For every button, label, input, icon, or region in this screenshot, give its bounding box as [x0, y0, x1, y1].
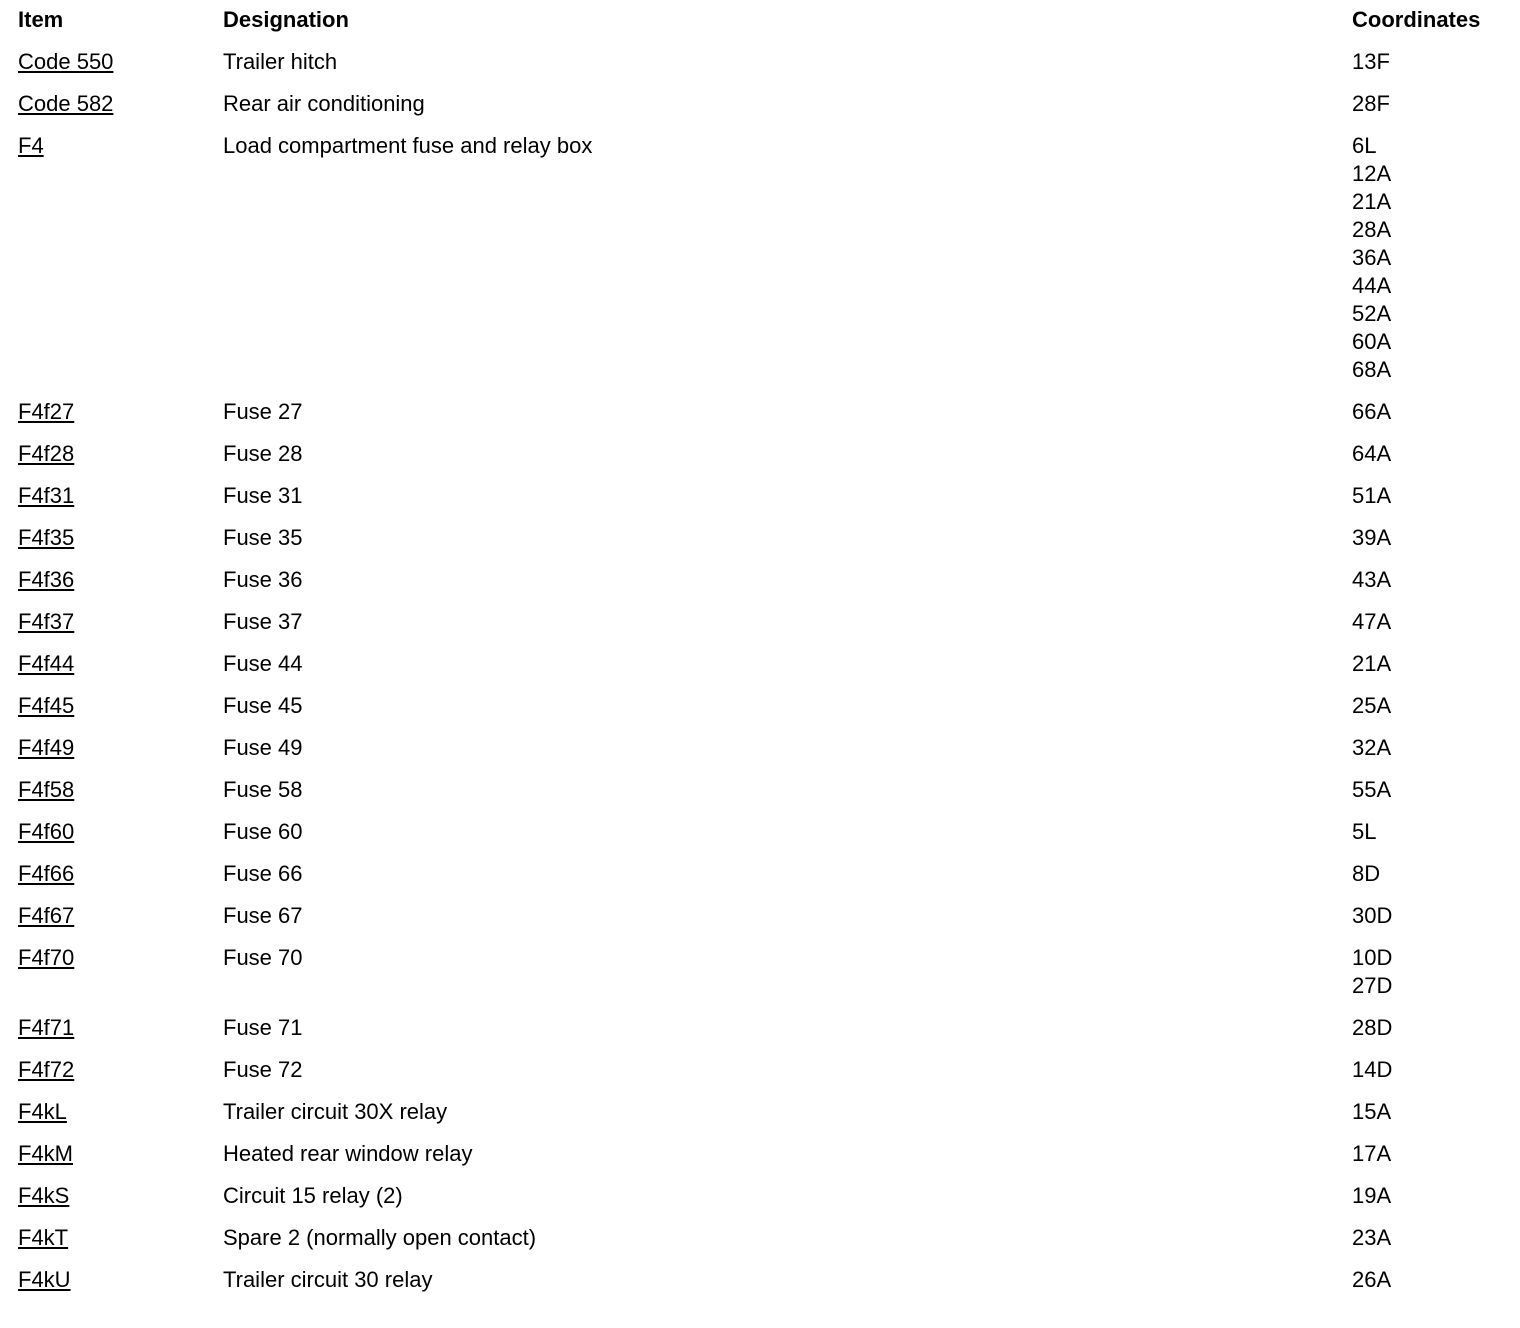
- table-row: [16, 88, 1514, 130]
- table-row: [16, 564, 1514, 606]
- item-link[interactable]: F4kT: [18, 1225, 69, 1250]
- table-row: [16, 438, 1514, 480]
- item-link[interactable]: F4f70: [18, 945, 75, 970]
- coordinates-cell: [1350, 46, 1514, 88]
- coordinate-value: 30D: [1352, 903, 1393, 928]
- item-cell: [16, 438, 221, 480]
- item-cell: [16, 46, 221, 88]
- designation-cell: Fuse 35: [223, 525, 303, 550]
- coordinates-cell: [1350, 732, 1514, 774]
- item-cell: [16, 88, 221, 130]
- designation-cell: Fuse 70: [223, 945, 303, 970]
- table-row: [16, 46, 1514, 88]
- coordinate-value: 21A: [1352, 651, 1392, 676]
- item-cell: [16, 774, 221, 816]
- coordinate-value: 66A: [1352, 399, 1392, 424]
- item-link[interactable]: F4kL: [18, 1099, 67, 1124]
- coordinates-cell: [1350, 648, 1514, 690]
- designation-cell: Fuse 36: [223, 567, 303, 592]
- table-row: [16, 1054, 1514, 1096]
- item-cell: [16, 1012, 221, 1054]
- item-link[interactable]: F4f71: [18, 1015, 75, 1040]
- item-cell: [16, 942, 221, 1012]
- coordinates-cell: [1350, 1054, 1514, 1096]
- coordinate-value: 19A: [1352, 1183, 1392, 1208]
- coordinates-cell: [1350, 1180, 1514, 1222]
- coordinates-cell: [1350, 1012, 1514, 1054]
- item-cell: [16, 1264, 221, 1306]
- item-link[interactable]: F4f49: [18, 735, 75, 760]
- designation-cell: Trailer circuit 30X relay: [223, 1099, 448, 1124]
- table-row: [16, 1096, 1514, 1138]
- item-link[interactable]: Code 550: [18, 49, 114, 74]
- coordinate-value: 47A: [1352, 609, 1392, 634]
- coordinate-value: 51A: [1352, 483, 1392, 508]
- item-cell: [16, 564, 221, 606]
- table-row: [16, 1012, 1514, 1054]
- item-link[interactable]: F4f35: [18, 525, 75, 550]
- designation-cell: Fuse 28: [223, 441, 303, 466]
- coordinates-cell: [1350, 606, 1514, 648]
- designation-cell: Heated rear window relay: [223, 1141, 473, 1166]
- designation-cell: Fuse 27: [223, 399, 303, 424]
- designation-cell: Fuse 60: [223, 819, 303, 844]
- coordinate-value: 36A: [1352, 245, 1392, 270]
- coordinates-cell: [1350, 480, 1514, 522]
- coordinate-value: 39A: [1352, 525, 1392, 550]
- coordinate-value: 55A: [1352, 777, 1392, 802]
- table-row: [16, 130, 1514, 396]
- coordinates-column-header: Coordinates: [1352, 7, 1481, 32]
- designation-cell: Circuit 15 relay (2): [223, 1183, 403, 1208]
- item-cell: [16, 732, 221, 774]
- coordinate-value: 6L: [1352, 133, 1377, 158]
- coordinate-value: 21A: [1352, 189, 1392, 214]
- table-row: [16, 1138, 1514, 1180]
- designation-cell: Fuse 37: [223, 609, 303, 634]
- coordinates-cell: [1350, 396, 1514, 438]
- table-row: [16, 606, 1514, 648]
- designation-cell: Fuse 67: [223, 903, 303, 928]
- item-cell: [16, 816, 221, 858]
- coordinates-cell: [1350, 774, 1514, 816]
- coordinates-cell: [1350, 438, 1514, 480]
- designation-cell: Fuse 31: [223, 483, 303, 508]
- coordinate-value: 8D: [1352, 861, 1381, 886]
- coordinate-value: 12A: [1352, 161, 1392, 186]
- item-link[interactable]: F4f60: [18, 819, 75, 844]
- table-row: [16, 900, 1514, 942]
- coordinate-value: 15A: [1352, 1099, 1392, 1124]
- item-cell: [16, 690, 221, 732]
- table-row: [16, 816, 1514, 858]
- item-cell: [16, 900, 221, 942]
- coordinates-cell: [1350, 88, 1514, 130]
- coordinate-value: 25A: [1352, 693, 1392, 718]
- designation-cell: Fuse 58: [223, 777, 303, 802]
- designation-column-header: Designation: [223, 7, 349, 32]
- table-row: [16, 480, 1514, 522]
- item-link[interactable]: F4f27: [18, 399, 75, 424]
- coordinate-value: 43A: [1352, 567, 1392, 592]
- coordinate-value: 14D: [1352, 1057, 1393, 1082]
- item-link[interactable]: F4f36: [18, 567, 75, 592]
- table-header: [16, 4, 1514, 46]
- item-cell: [16, 396, 221, 438]
- coordinates-cell: [1350, 816, 1514, 858]
- item-cell: [16, 480, 221, 522]
- table-row: [16, 942, 1514, 1012]
- designation-cell: Fuse 72: [223, 1057, 303, 1082]
- item-link[interactable]: F4f28: [18, 441, 75, 466]
- coordinates-cell: [1350, 900, 1514, 942]
- designation-cell: Trailer hitch: [223, 49, 338, 74]
- table-row: [16, 522, 1514, 564]
- coordinate-value: 27D: [1352, 973, 1393, 998]
- item-cell: [16, 858, 221, 900]
- coordinate-value: 64A: [1352, 441, 1392, 466]
- coordinate-value: 52A: [1352, 301, 1392, 326]
- item-link[interactable]: F4f37: [18, 609, 75, 634]
- item-cell: [16, 522, 221, 564]
- item-link[interactable]: F4kM: [18, 1141, 73, 1166]
- coordinates-cell: [1350, 942, 1514, 1012]
- coordinates-cell: [1350, 130, 1514, 396]
- coordinates-cell: [1350, 564, 1514, 606]
- item-cell: [16, 1222, 221, 1264]
- item-link[interactable]: F4f31: [18, 483, 75, 508]
- table-row: [16, 774, 1514, 816]
- item-cell: [16, 130, 221, 396]
- item-link[interactable]: F4f44: [18, 651, 75, 676]
- coordinate-value: 60A: [1352, 329, 1392, 354]
- coordinate-value: 28A: [1352, 217, 1392, 242]
- item-cell: [16, 1138, 221, 1180]
- item-link[interactable]: F4: [18, 133, 44, 158]
- table-row: [16, 648, 1514, 690]
- item-cell: [16, 1054, 221, 1096]
- item-link[interactable]: F4kU: [18, 1267, 71, 1292]
- item-cell: [16, 1096, 221, 1138]
- designation-cell: Load compartment fuse and relay box: [223, 133, 593, 158]
- coordinate-value: 10D: [1352, 945, 1393, 970]
- coordinate-value: 28D: [1352, 1015, 1393, 1040]
- coordinates-cell: [1350, 1096, 1514, 1138]
- item-cell: [16, 606, 221, 648]
- item-link[interactable]: F4f66: [18, 861, 75, 886]
- coordinates-cell: [1350, 858, 1514, 900]
- item-column-header: Item: [18, 7, 64, 32]
- designation-cell: Fuse 71: [223, 1015, 303, 1040]
- designation-cell: Fuse 49: [223, 735, 303, 760]
- item-link[interactable]: F4f72: [18, 1057, 75, 1082]
- designation-cell: Spare 2 (normally open contact): [223, 1225, 537, 1250]
- table-row: [16, 858, 1514, 900]
- table-row: [16, 732, 1514, 774]
- coordinates-cell: [1350, 690, 1514, 732]
- coordinate-value: 44A: [1352, 273, 1392, 298]
- coordinates-cell: [1350, 1264, 1514, 1306]
- header-row: [16, 4, 1514, 46]
- designation-cell: Trailer circuit 30 relay: [223, 1267, 433, 1292]
- item-cell: [16, 1180, 221, 1222]
- item-link[interactable]: F4kS: [18, 1183, 70, 1208]
- item-cell: [16, 648, 221, 690]
- designation-cell: Fuse 45: [223, 693, 303, 718]
- coordinate-value: 32A: [1352, 735, 1392, 760]
- table-row: [16, 690, 1514, 732]
- table-row: [16, 396, 1514, 438]
- item-link[interactable]: F4f67: [18, 903, 75, 928]
- coordinate-value: 23A: [1352, 1225, 1392, 1250]
- table-body: [16, 46, 1514, 1306]
- coordinate-value: 13F: [1352, 49, 1390, 74]
- component-legend-table: [16, 4, 1514, 1306]
- table-row: [16, 1222, 1514, 1264]
- table-row: [16, 1264, 1514, 1306]
- designation-cell: Rear air conditioning: [223, 91, 425, 116]
- coordinate-value: 28F: [1352, 91, 1390, 116]
- coordinates-cell: [1350, 1138, 1514, 1180]
- designation-cell: Fuse 44: [223, 651, 303, 676]
- item-link[interactable]: F4f45: [18, 693, 75, 718]
- table-row: [16, 1180, 1514, 1222]
- designation-cell: Fuse 66: [223, 861, 303, 886]
- coordinate-value: 17A: [1352, 1141, 1392, 1166]
- coordinate-value: 68A: [1352, 357, 1392, 382]
- coordinate-value: 26A: [1352, 1267, 1392, 1292]
- coordinates-cell: [1350, 522, 1514, 564]
- item-link[interactable]: Code 582: [18, 91, 114, 116]
- item-link[interactable]: F4f58: [18, 777, 75, 802]
- coordinate-value: 5L: [1352, 819, 1377, 844]
- coordinates-cell: [1350, 1222, 1514, 1264]
